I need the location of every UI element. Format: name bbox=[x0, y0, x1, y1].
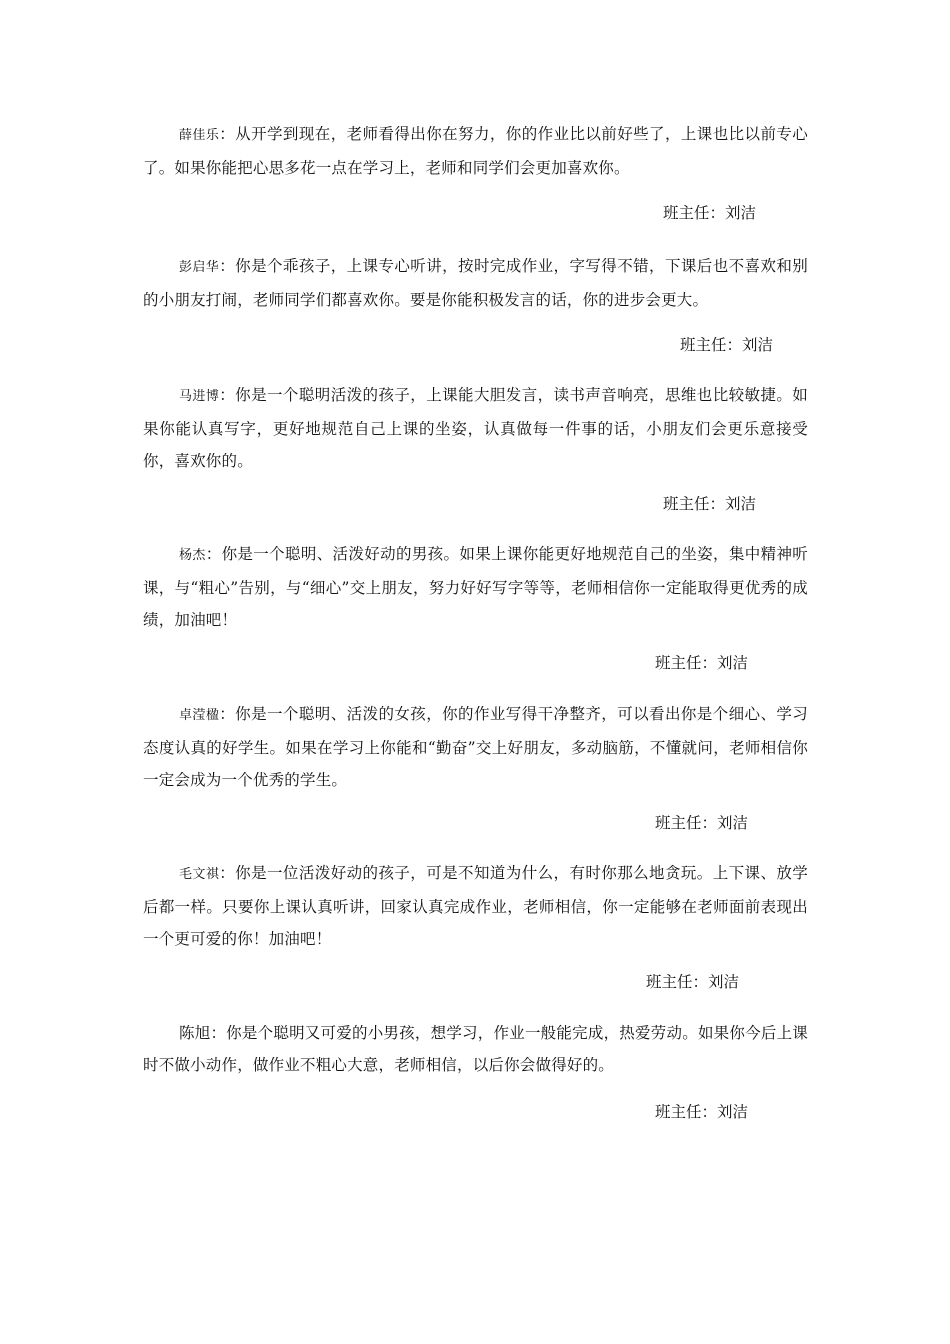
student-name: 毛文祺 bbox=[179, 867, 220, 882]
student-name: 杨杰 bbox=[179, 548, 206, 563]
comment-text: ：你是一个聪明、活泼好动的男孩。如果上课你能更好地规范自己的坐姿，集中精神听课，与“粗心”告别，与“细心”交上朋友，努力好好写字等等，老师相信你一定能取得更优秀的成绩，加油吧！ bbox=[143, 545, 808, 629]
teacher-signature: 班主任：刘洁 bbox=[663, 204, 757, 222]
teacher-signature: 班主任：刘洁 bbox=[655, 814, 749, 832]
comment-paragraph bbox=[143, 1017, 808, 1081]
comment-text: ：你是个乖孩子，上课专心听讲，按时完成作业，字写得不错，下课后也不喜欢和别的小朋友打闹，老师同学们都喜欢你。要是你能积极发言的话，你的进步会更大。 bbox=[143, 257, 809, 309]
comment-entry-3 bbox=[143, 379, 808, 477]
comment-paragraph bbox=[143, 250, 808, 316]
comment-text: ：从开学到现在，老师看得出你在努力，你的作业比以前好些了，上课也比以前专心了。如果你能把心思多花一点在学习上，老师和同学们会更加喜欢你。 bbox=[143, 125, 809, 177]
comment-paragraph bbox=[143, 379, 808, 477]
comment-entry-6 bbox=[143, 857, 808, 955]
teacher-signature: 班主任：刘洁 bbox=[663, 495, 757, 513]
comment-text: ：你是一位活泼好动的孩子，可是不知道为什么，有时你那么地贪玩。上下课、放学后都一样。只要你上课认真听讲，回家认真完成作业，老师相信，你一定能够在老师面前表现出一个更可爱的你！加油吧！ bbox=[143, 864, 809, 948]
student-name: 陈旭 bbox=[179, 1024, 211, 1042]
comment-entry-7 bbox=[143, 1017, 808, 1081]
teacher-signature: 班主任：刘洁 bbox=[655, 654, 749, 672]
teacher-signature: 班主任：刘洁 bbox=[655, 1103, 749, 1121]
comment-paragraph bbox=[143, 538, 808, 636]
comment-paragraph bbox=[143, 118, 808, 184]
comment-entry-1 bbox=[143, 118, 808, 184]
comment-text: ：你是个聪明又可爱的小男孩，想学习，作业一般能完成，热爱劳动。如果你今后上课时不做小动作，做作业不粗心大意，老师相信，以后你会做得好的。 bbox=[143, 1024, 808, 1074]
comment-paragraph bbox=[143, 857, 808, 955]
student-name: 卓滢楹 bbox=[179, 708, 220, 723]
comment-entry-2 bbox=[143, 250, 808, 316]
student-name: 彭启华 bbox=[179, 260, 220, 275]
teacher-signature: 班主任：刘洁 bbox=[646, 973, 740, 991]
student-name: 马进博 bbox=[179, 389, 220, 404]
teacher-signature: 班主任：刘洁 bbox=[680, 336, 774, 354]
comment-paragraph bbox=[143, 698, 808, 796]
comment-text: ：你是一个聪明活泼的孩子，上课能大胆发言，读书声音响亮，思维也比较敏捷。如果你能认真写字，更好地规范自己上课的坐姿，认真做每一件事的话，小朋友们会更乐意接受你，喜欢你的。 bbox=[143, 386, 809, 470]
comment-entry-5 bbox=[143, 698, 808, 796]
comment-text: ：你是一个聪明、活泼的女孩，你的作业写得干净整齐，可以看出你是个细心、学习态度认真的好学生。如果在学习上你能和“勤奋”交上好朋友，多动脑筋，不懂就问，老师相信你一定会成为一个优秀的学生。 bbox=[143, 705, 809, 789]
comment-entry-4 bbox=[143, 538, 808, 636]
student-name: 薛佳乐 bbox=[179, 128, 220, 143]
